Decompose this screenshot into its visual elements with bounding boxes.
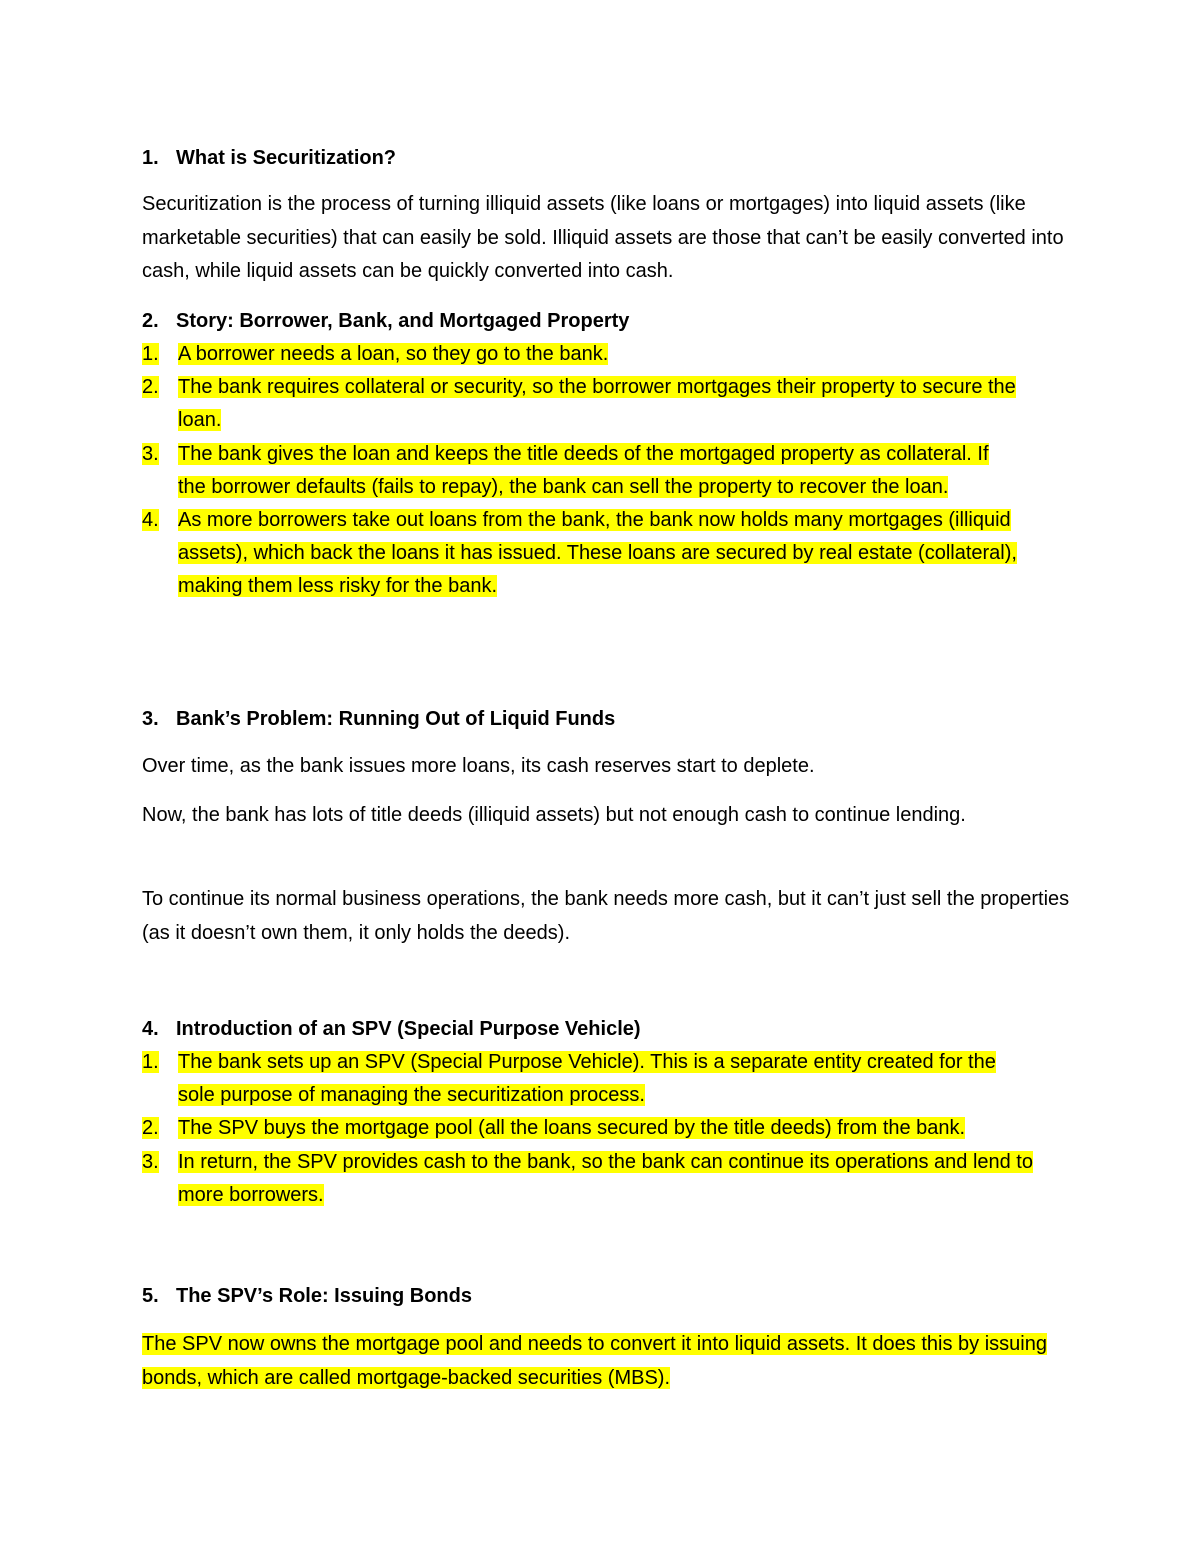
list-item-text: In return, the SPV provides cash to the bank, so the bank can continue its operations and lend to more borrowers. xyxy=(178,1150,1033,1206)
list-item xyxy=(142,504,1018,604)
list-item xyxy=(142,438,1018,504)
list-item-number: 1. xyxy=(142,1051,159,1073)
section-title: What is Securitization? xyxy=(176,147,397,169)
list-item xyxy=(142,1112,1038,1145)
list-item-text: The bank sets up an SPV (Special Purpose Vehicle). This is a separate entity created for the sole purpose of managing the securitization process. xyxy=(178,1051,996,1107)
section-title: The SPV’s Role: Issuing Bonds xyxy=(176,1285,472,1307)
list-item xyxy=(142,338,1018,371)
list-item-text: The bank gives the loan and keeps the title deeds of the mortgaged property as collateral. If the borrower defaults (fails to repay), the bank can sell the property to recover the loan. xyxy=(178,442,989,498)
section-5-paragraph xyxy=(142,1328,1072,1395)
list-item-text: The SPV buys the mortgage pool (all the loans secured by the title deeds) from the bank. xyxy=(178,1117,966,1140)
section-4-heading xyxy=(142,1012,1072,1046)
list-item xyxy=(142,1046,1038,1112)
section-title: Story: Borrower, Bank, and Mortgaged Property xyxy=(176,310,630,332)
section-3-paragraph xyxy=(142,750,1072,784)
section-3-paragraph xyxy=(142,883,1072,950)
paragraph-text: Securitization is the process of turning illiquid assets (like loans or mortgages) into liquid assets (like marketable securities) that can easily be sold. Illiquid assets are those that can’t be easily converted into cash, while liquid assets can be quickly converted into cash. xyxy=(142,193,1064,282)
section-3-paragraph xyxy=(142,799,1072,833)
paragraph-text: Now, the bank has lots of title deeds (illiquid assets) but not enough cash to continue lending. xyxy=(142,804,966,826)
list-item-number: 3. xyxy=(142,1150,159,1173)
section-title: Introduction of an SPV (Special Purpose Vehicle) xyxy=(176,1018,641,1040)
list-item-number: 2. xyxy=(142,1117,159,1140)
section-4-list xyxy=(142,1046,1038,1212)
list-item-number: 4. xyxy=(142,509,159,532)
section-3-heading xyxy=(142,702,1072,736)
list-item-number: 2. xyxy=(142,376,159,399)
paragraph-text: To continue its normal business operations, the bank needs more cash, but it can’t just sell the properties (as it doesn’t own them, it only holds the deeds). xyxy=(142,888,1070,944)
section-1-heading xyxy=(142,141,1072,175)
list-item-number: 3. xyxy=(142,442,159,465)
section-number: 2. xyxy=(142,310,159,332)
section-number: 1. xyxy=(142,147,159,169)
section-2-heading xyxy=(142,304,1072,338)
list-item-number: 1. xyxy=(142,343,159,365)
section-2-list xyxy=(142,338,1018,604)
section-title: Bank’s Problem: Running Out of Liquid Funds xyxy=(176,708,616,730)
section-1-paragraph xyxy=(142,188,1072,289)
section-number: 3. xyxy=(142,708,159,730)
paragraph-text: The SPV now owns the mortgage pool and needs to convert it into liquid assets. It does this by issuing bonds, which are called mortgage-backed securities (MBS). xyxy=(142,1333,1047,1389)
section-5-heading xyxy=(142,1279,1072,1313)
list-item xyxy=(142,371,1018,437)
section-number: 5. xyxy=(142,1285,159,1307)
list-item xyxy=(142,1146,1038,1212)
list-item-text: A borrower needs a loan, so they go to the bank. xyxy=(178,343,609,365)
section-number: 4. xyxy=(142,1018,159,1040)
list-item-text: As more borrowers take out loans from the bank, the bank now holds many mortgages (illiquid assets), which back the loans it has issued. These loans are secured by real estate (collateral), making them less risky for the bank. xyxy=(178,509,1017,598)
list-item-text: The bank requires collateral or security, so the borrower mortgages their property to secure the loan. xyxy=(178,376,1016,432)
paragraph-text: Over time, as the bank issues more loans, its cash reserves start to deplete. xyxy=(142,755,815,777)
